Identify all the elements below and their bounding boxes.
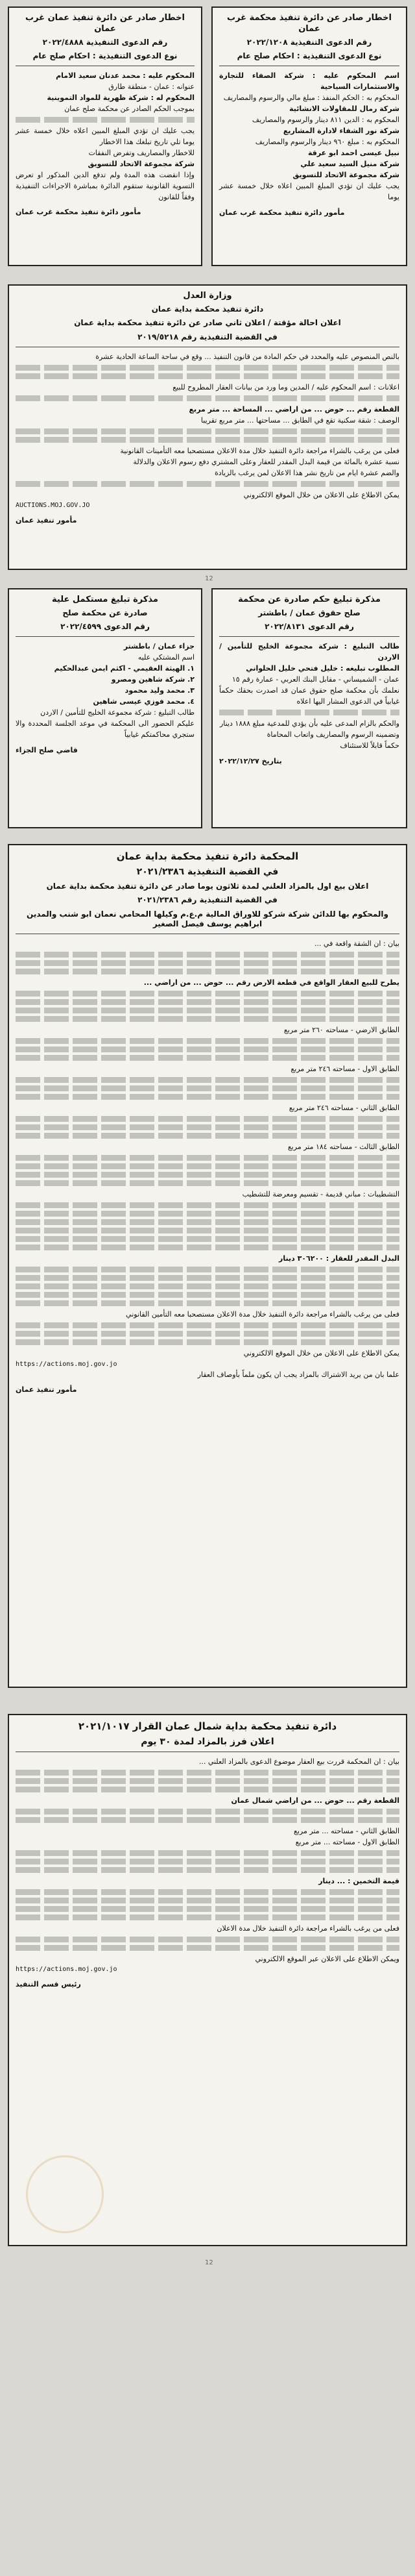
notice-north-amman-auction (8, 1714, 407, 2246)
notice-first-public-auction (8, 844, 407, 1688)
text-placeholder (16, 991, 399, 997)
notice-line: ويمكن الاطلاع على الاعلان عبر الموقع الالكتروني (255, 1954, 399, 1963)
notice-line: نسبة عشرة بالمائة من قيمة البدل المقدر للعقار وعلى المشتري دفع رسوم الاعلان والدلالة (133, 457, 399, 466)
notice-line: نعلمك بأن محكمة صلح حقوق عمان قد اصدرت بحقك حكماً غيابياً في الدعوى المشار اليها اعلاه (219, 686, 399, 706)
text-placeholder (16, 1016, 399, 1022)
page-number: 12 (205, 575, 213, 582)
notice-parties: والمحكوم بها للدائن شركة شركو للاوراق المالية م.ع.م وكيلها المحامي نعمان ابو شنب والمدين ابراهيم يوسف فيصل الصغير (27, 909, 388, 929)
notice-signature: قاضي صلح الجزاء (16, 745, 78, 754)
notice-case-type: نوع الدعوى التنفيذية : احكام صلح عام (237, 51, 382, 61)
notice-line: فعلى من يرغب بالشراء مراجعة دائرة التنفيذ خلال مدة الاعلان مستصحبا معه التأمينات القانونية (120, 446, 399, 455)
text-placeholder (16, 1219, 399, 1225)
notice-line: بيان : ان الشقة واقعة في ... (314, 939, 399, 948)
notice-website-link[interactable]: https://actions.moj.gov.jo (16, 1360, 117, 1368)
notice-line: شركة نور الشفاء لادارة المشاريع (283, 127, 399, 136)
notice-line: الطابق الثاني - مساحته ٢٤٦ متر مربع (289, 1104, 399, 1113)
text-placeholder (16, 1275, 399, 1281)
text-placeholder (16, 960, 399, 966)
notice-case-number: رقم الدعوى ٢٠٢٢/٤٥٩٩ (60, 622, 150, 632)
text-placeholder (16, 1094, 399, 1100)
text-placeholder (16, 999, 399, 1005)
notice-line: حكماً قابلاً للاستئناف (340, 741, 399, 750)
text-placeholder (16, 1172, 399, 1178)
notice-ministry-of-justice-auction (8, 284, 407, 570)
notice-subtitle: دائرة تنفيذ محكمة بداية عمان (151, 304, 264, 314)
notice-case-number: رقم الدعوى التنفيذية ٢٠٢٢/٤٨٨٨ (42, 37, 168, 47)
notice-website-link[interactable]: AUCTIONS.MOJ.GOV.JO (16, 502, 90, 510)
notice-line: المطلوب تبليغه : خليل فتحي خليل الحلواني (246, 664, 399, 673)
text-placeholder (16, 1770, 399, 1776)
notice-line: المحكوم به : الحكم المنفذ : مبلغ مالي والرسوم والمصاريف (223, 93, 399, 103)
text-placeholder (16, 365, 399, 371)
notice-title: مذكرة تبليغ مستكمل علية (52, 595, 158, 604)
text-placeholder (16, 1898, 399, 1903)
text-placeholder (16, 1850, 399, 1856)
notice-line: بيان : ان المحكمة قررت بيع العقار موضوع الدعوى بالمزاد العلني ... (198, 1757, 399, 1766)
notice-case-type: نوع الدعوى التنفيذية : احكام صلح عام (32, 51, 178, 61)
notice-signature: مأمور تنفيذ عمان (16, 515, 77, 525)
notice-line: فعلى من يرغب بالشراء مراجعة دائرة التنفيذ خلال مدة الاعلان مستصحبا معه التأمين القانوني (126, 1310, 399, 1319)
text-placeholder (16, 1077, 399, 1083)
text-placeholder (16, 1778, 399, 1784)
notice-signature: رئيس قسم التنفيذ (16, 1979, 81, 1988)
notice-title: دائرة تنفيذ محكمة بداية شمال عمان القرار ٢٠٢١/١٠١٧ (78, 1720, 337, 1732)
notice-line: الطابق الاول - مساحته ٢٤٦ متر مربع (290, 1065, 399, 1074)
notice-line: اعلانات : اسم المحكوم عليه / المدين وما ورد من بيانات العقار المطروح للبيع (172, 382, 399, 391)
notice-line: طالب التبليغ : شركة مجموعة الخليج للتأمين / الاردن (219, 642, 399, 662)
notice-line: المحكوم به : الدين ٨١١ دينار والرسوم والمصاريف (252, 116, 399, 125)
text-placeholder (16, 1085, 399, 1091)
text-placeholder (16, 373, 399, 379)
notice-line: اسم المحكوم عليه : شركة الصفاء للتجارة والاستثمارات السياحية (219, 71, 399, 92)
text-placeholder (16, 1945, 399, 1951)
text-placeholder (16, 1008, 399, 1013)
text-placeholder (16, 1859, 399, 1864)
text-placeholder (16, 1906, 399, 1912)
notice-title: اخطار صادر عن دائرة تنفيذ محكمة غرب عمان (227, 13, 392, 34)
notice-line: التشطيبات : مباني قديمة - تقسيم ومعرضة للتشطيب (242, 1190, 399, 1199)
notice-line: قيمة التخمين : ... دينار (318, 1876, 399, 1885)
notice-line: جزاء عمان / باطشتر (123, 642, 195, 651)
text-placeholder (16, 395, 399, 401)
notice-title: المحكمة دائرة تنفيذ محكمة بداية عمان (116, 850, 299, 862)
notice-line: عمان - الشميساني - مقابل البنك العربي - عمارة رقم ١٥ (231, 675, 399, 684)
notice-subtitle: صادرة عن محكمة صلح (62, 608, 148, 617)
text-placeholder (16, 1236, 399, 1242)
notice-line: يجب عليك ان تؤدي المبلغ المبين اعلاه خلال خمسة عشر يوما (219, 182, 399, 202)
notice-judgment-summons (211, 588, 407, 828)
text-placeholder (16, 1133, 399, 1139)
notice-line: ٤. محمد فوزي عيسى شاهين (93, 697, 195, 706)
text-placeholder (16, 1322, 399, 1328)
text-placeholder (16, 1331, 399, 1337)
notice-line: البدل المقدر للعقار : ٣٠٦٢٠٠ دينار (279, 1254, 399, 1263)
notice-line: طالب التبليغ : شركة مجموعة الخليج للتأمين / الاردن (40, 708, 195, 717)
text-placeholder (16, 1046, 399, 1052)
text-placeholder (16, 1300, 399, 1306)
notice-line: يجب عليك ان تؤدي المبلغ المبين اعلاه خلال خمسة عشر يوما تلي تاريخ تبلغك هذا الاخطار (16, 127, 195, 147)
notice-signature: بتاريخ ٢٠٢٢/١٢/٢٧ (219, 756, 282, 765)
text-placeholder (16, 1055, 399, 1061)
text-placeholder (16, 1245, 399, 1250)
notice-line: ٣. محمد وليد محمود (124, 686, 195, 695)
notice-case-number: في القضية التنفيذية رقم ٢٠١٩/٥٢١٨ (137, 332, 278, 342)
notice-line: للاخطار والمصاريف وتفرض النفقات (88, 149, 195, 158)
notice-line: القطعة رقم ... حوض ... من اراضي شمال عمان (231, 1796, 399, 1805)
notice-subtitle: اعلان فرز بالمزاد لمدة ٣٠ يوم (141, 1736, 274, 1747)
notice-heading: اعلان احالة مؤقتة / اعلان ثاني صادر عن دائرة تنفيذ محكمة بداية عمان (74, 318, 341, 328)
notice-line: الطابق الثاني - مساحته ... متر مربع (294, 1826, 399, 1835)
notice-line: المحكوم عليه : محمد عدنان سعيد الامام (56, 71, 195, 80)
text-placeholder (16, 1163, 399, 1169)
notice-line: القطعة رقم ... حوض ... من اراضي ... المساحة ... متر مربع (189, 404, 399, 414)
notice-line: يمكن الاطلاع على الاعلان من خلال الموقع الالكتروني (243, 491, 399, 499)
text-placeholder (16, 1116, 399, 1122)
notice-signature: مأمور دائرة تنفيذ محكمة غرب عمان (219, 208, 345, 217)
text-placeholder (16, 1867, 399, 1873)
text-placeholder (16, 1180, 399, 1186)
text-placeholder (16, 1787, 399, 1792)
text-placeholder (16, 1889, 399, 1895)
notice-subtitle: صلح حقوق عمان / باطشتر (258, 608, 361, 617)
text-placeholder (16, 1339, 399, 1345)
notice-line: شركة منيل السيد سعيد علي (300, 160, 399, 169)
notice-line: والضم عشرة ايام من تاريخ نشر هذا الاعلان لمن يرغب بالزيادة (215, 468, 399, 477)
notice-line: عنوانه : عمان - منطقة طارق (108, 82, 195, 92)
notice-website-link[interactable]: https://actions.moj.gov.jo (16, 1966, 117, 1974)
notice-line: الوصف : شقة سكنية تقع في الطابق ... مساحتها ... متر مربع تقريبا (200, 415, 399, 425)
notice-line: يمكن الاطلاع على الاعلان من خلال الموقع الالكتروني (243, 1349, 399, 1358)
page-number: 12 (205, 2259, 213, 2266)
notice-execution-west-amman-2 (211, 6, 407, 266)
notice-line: الطابق الاول - مساحته ... متر مربع (295, 1837, 399, 1846)
notice-heading-2: في القضية التنفيذية رقم ٢٠٢١/٢٣٨٦ (137, 895, 278, 905)
notice-line: وإذا انقضت هذه المدة ولم تدفع الدين المذكور او تعرض التسوية القانونية ستقوم الدائرة بمباشرة الاجراءات التنفيذية وفقاً للقانون (16, 171, 195, 202)
text-placeholder (16, 117, 195, 123)
text-placeholder (16, 481, 399, 487)
notice-line: شركة مجموعة الاتحاد للتسويق (292, 171, 399, 180)
notice-line: والحكم بالزام المدعى عليه بأن يؤدي للمدعية مبلغ ١٨٨٨ دينار (219, 719, 399, 728)
notice-signature: مأمور تنفيذ عمان (16, 1385, 77, 1394)
notice-line: المحكوم به : مبلغ ٩٦٠ دينار والرسوم والمصاريف (255, 138, 399, 147)
notice-line: عليكم الحضور الى المحكمة في موعد الجلسة المحددة والا ستجري محاكمتكم غيابياً (16, 719, 195, 739)
text-placeholder (16, 1124, 399, 1130)
text-placeholder (219, 710, 399, 715)
notice-line: علما بان من يريد الاشتراك بالمزاد يجب ان يكون ملماً بأوصاف العقار (197, 1370, 399, 1380)
notice-title: مذكرة تبليغ حكم صادرة عن محكمة (238, 595, 381, 604)
text-placeholder (16, 1809, 399, 1814)
notice-line: اسم المشتكي عليه (137, 653, 195, 662)
notice-line: يطرح للبيع العقار الواقع في قطعة الارض رقم ... حوض ... من اراضي ... (143, 978, 399, 987)
text-placeholder (16, 1292, 399, 1298)
text-placeholder (16, 1937, 399, 1942)
notice-line: بموجب الحكم الصادر عن محكمة صلح عمان (64, 105, 195, 114)
divider (16, 636, 195, 637)
divider (219, 636, 399, 637)
notice-case-number: رقم الدعوى التنفيذية ٢٠٢٢/١٢٠٨ (246, 37, 372, 47)
notice-line: ١. الهيثة العقيمي - اكثم ايمن عبدالحكيم (54, 664, 195, 673)
text-placeholder (16, 428, 399, 434)
notice-line: المحكوم له : شركة ظهرية للمواد التموينية (47, 93, 195, 103)
notice-line: شركة رمال للمقاولات الانشائية (289, 105, 399, 114)
text-placeholder (16, 969, 399, 974)
text-placeholder (16, 1914, 399, 1920)
notice-line: وتضمينه الرسوم والمصاريف واتعاب المحاماة (267, 730, 399, 739)
text-placeholder (16, 1211, 399, 1217)
notice-line: بالنص المنصوص عليه والمحدد في حكم المادة من قانون التنفيذ ... وقع في ساحة الساعة الحادية عشرة (95, 352, 399, 361)
text-placeholder (16, 437, 399, 443)
notice-heading: اعلان بيع اول بالمزاد العلني لمدة ثلاثون يوما صادر عن دائرة تنفيذ محكمة بداية عمان (46, 881, 369, 891)
text-placeholder (16, 1228, 399, 1233)
notice-execution-west-amman-1 (8, 6, 202, 266)
text-placeholder (16, 1038, 399, 1044)
text-placeholder (16, 1267, 399, 1272)
notice-signature: مأمور دائرة تنفيذ محكمة غرب عمان (16, 208, 141, 217)
notice-line: الطابق الثالث - مساحته ١٨٤ متر مربع (287, 1143, 399, 1152)
text-placeholder (16, 1202, 399, 1208)
text-placeholder (16, 1817, 399, 1823)
notice-case-number: رقم الدعوى ٢٠٢٢/٨١٣١ (265, 622, 354, 632)
notice-case-number: في القضية التنفيذية ٢٠٢١/٢٣٨٦ (136, 866, 279, 877)
text-placeholder (16, 1283, 399, 1289)
notice-line: فعلى من يرغب بالشراء مراجعة دائرة التنفيذ خلال مدة الاعلان (217, 1924, 399, 1933)
notice-line: شركة مجموعة الاتحاد للتسويق (88, 160, 195, 169)
notice-title: وزارة العدل (183, 291, 232, 301)
text-placeholder (16, 952, 399, 958)
text-placeholder (16, 1155, 399, 1161)
notice-line: ٢. شركة شاهين ومصرو (111, 675, 195, 684)
notice-line: نبيل عيسى احمد ابو عرقة (307, 149, 399, 158)
notice-criminal-summons (8, 588, 202, 828)
notice-line: الطابق الارضي - مساحته ٢٦٠ متر مربع (283, 1026, 399, 1035)
notice-title: اخطار صادر عن دائرة تنفيذ عمان غرب عمان (25, 13, 185, 34)
